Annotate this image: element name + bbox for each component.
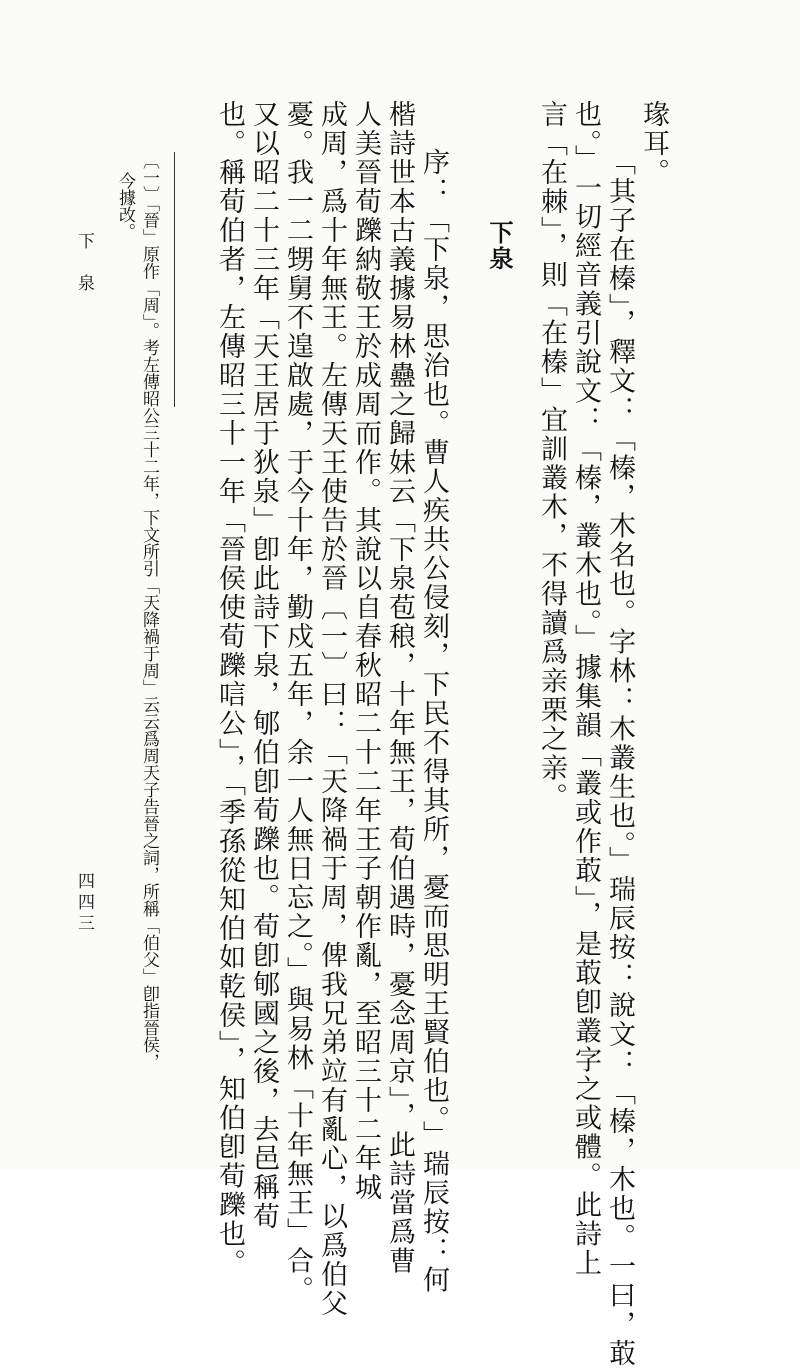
text-column-l7: 也。稱荀伯者，左傳昭三十一年「晉侯使荀躒唁公」，「季孫從知伯如乾侯」，知伯卽荀躒也。 — [214, 100, 245, 1278]
text-column-r2: 「其子在榛」，釋文：「榛，木名也。字林：木叢生也。」瑞辰按：說文：「榛，木也。一曰，菆 — [604, 148, 635, 1368]
section-title: 下泉 — [485, 220, 514, 272]
page-number: 四四三 — [74, 872, 94, 935]
text-column-l2: 楷詩世本古義據易林蠱之歸妹云「下泉苞稂，十年無王，荀伯遇時，憂念周京」，此詩當爲曹 — [384, 100, 415, 1276]
footnote-line-1: 〔一〕「晉」原作「周」。考左傳昭公三十二年，下文所引「天降禍于周」云云爲周天子告晉之詞，所稱「伯父」卽指晉侯， — [139, 152, 159, 1070]
text-column-l6: 又以昭二十三年「天王居于狄泉」卽此詩下泉，郇伯卽荀躒也。荀卽郇國之後，去邑稱荀 — [248, 100, 279, 1231]
running-head: 下 泉 — [74, 232, 94, 295]
text-column-r4: 言「在棘」，則「在榛」宜訓叢木，不得讀爲亲栗之亲。 — [536, 100, 567, 812]
footnote-line-2: 今據改。 — [115, 172, 135, 240]
text-column-l4: 成周，爲十年無王。左傳天王使告於晉〔一〕曰：「天降禍于周，俾我兄弟竝有亂心，以爲伯父 — [316, 100, 347, 1318]
footnote-divider — [174, 152, 175, 407]
text-column-l1: 序：「下泉，思治也。曹人疾共公侵刻，下民不得其所，憂而思明王賢伯也。」瑞辰按：何 — [418, 148, 449, 1295]
text-column-r1: 瑑耳。 — [638, 100, 669, 187]
text-column-l3: 人美晉荀躒納敬王於成周而作。其說以自春秋昭二十二年王子朝作亂，至昭三十二年城 — [350, 100, 381, 1202]
text-column-r3: 也。」一切經音義引說文：「榛，叢木也。」據集韻「叢或作菆」，是菆卽叢字之或體。此詩上 — [570, 100, 601, 1278]
text-column-l5: 憂。我一二甥舅不遑啟處，于今十年，勤戍五年，余一人無日忘之。」與易林「十年無王」合。 — [282, 100, 313, 1305]
